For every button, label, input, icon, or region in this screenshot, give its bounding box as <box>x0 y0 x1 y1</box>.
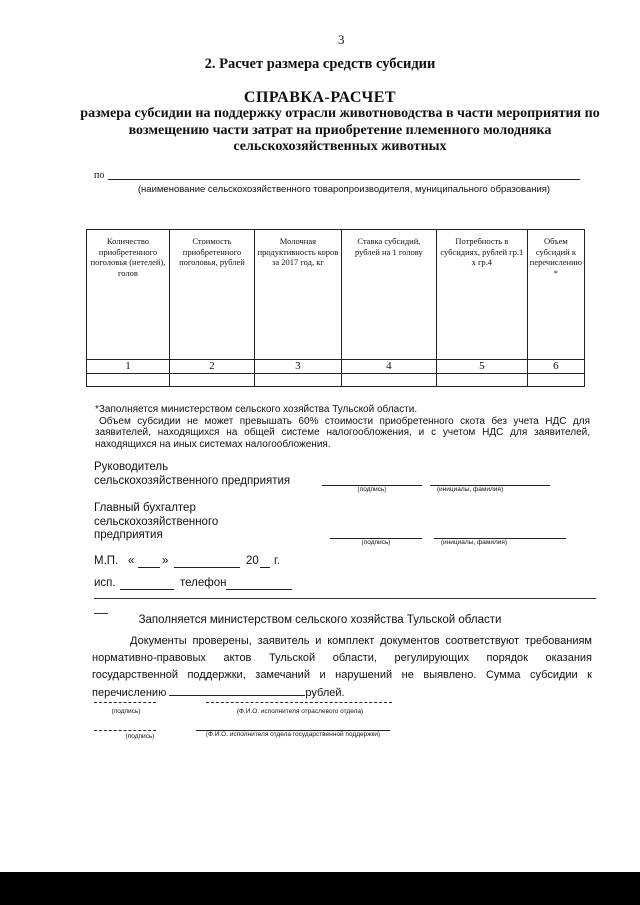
dept-name-line[interactable] <box>206 702 392 703</box>
table-data-row[interactable] <box>87 374 585 387</box>
footnote-block <box>95 404 590 450</box>
year-prefix: 20 <box>246 555 259 567</box>
head-signature-caption: (подпись) <box>357 486 387 493</box>
column-number: 2 <box>169 360 254 374</box>
table-header-cell: Ставка субсидий, рублей на 1 голову <box>341 230 436 360</box>
dept-name-caption: (Ф.И.О. исполнителя отраслевого отдела) <box>236 708 364 715</box>
table-header-cell: Количество приобретенного поголовья (нетелей), голов <box>87 230 170 360</box>
po-label: по <box>94 170 105 181</box>
table-header-row <box>87 230 585 360</box>
subsidy-amount-field[interactable] <box>169 684 305 696</box>
section-title: 2. Расчет размера средств субсидии <box>204 56 436 72</box>
ministry-heading: Заполняется министерством сельского хозяйства Тульской области <box>138 614 502 626</box>
column-number: 6 <box>527 360 584 374</box>
table-header-cell: Стоимость приобретенного поголовья, рублей <box>169 230 254 360</box>
day-field[interactable] <box>138 567 160 568</box>
table-cell[interactable] <box>436 374 527 387</box>
phone-label: телефон <box>180 577 227 589</box>
month-field[interactable] <box>174 567 240 568</box>
column-number: 3 <box>254 360 341 374</box>
accountant-label: Главный бухгалтер сельскохозяйственного предприятия <box>94 502 219 541</box>
head-name-caption: (инициалы, фамилия) <box>436 486 504 493</box>
table-cell[interactable] <box>254 374 341 387</box>
state-signature-line[interactable] <box>94 730 156 731</box>
executor-label: исп. <box>94 577 116 589</box>
column-number: 4 <box>341 360 436 374</box>
table-cell[interactable] <box>341 374 436 387</box>
state-signature-caption: (подпись) <box>125 733 155 740</box>
table-number-row <box>87 360 585 374</box>
footnote-limit: Объем субсидии не может превышать 60% стоимости приобретенного скота без учета НДС для заявителей, находящихся на общей системе налогообложения, и с учетом НДС для заявителей, находящихся на иных системах налогообложения. <box>95 415 590 450</box>
table-header-cell: Потребность в субсидиях, рублей гр.1 х гр.4 <box>436 230 527 360</box>
document-subtitle: размера субсидии на поддержку отрасли животноводства в части мероприятия по возмещению части затрат на приобретение племенного молодняка сельскохозяйственных животных <box>80 106 600 154</box>
table-header-cell: Объем субсидий к перечислению * <box>527 230 584 360</box>
dept-signature-caption: (подпись) <box>111 708 141 715</box>
dept-signature-line[interactable] <box>94 702 156 703</box>
executor-field[interactable] <box>120 589 174 590</box>
state-name-caption: (Ф.И.О. исполнителя отдела государственной поддержки) <box>205 731 381 738</box>
document-title: СПРАВКА-РАСЧЕТ <box>243 89 397 106</box>
quote-close: » <box>162 555 169 567</box>
ministry-paragraph <box>92 633 592 702</box>
column-number: 1 <box>87 360 170 374</box>
year-suffix: г. <box>274 555 280 567</box>
table-cell[interactable] <box>87 374 170 387</box>
table-header-cell: Молочная продуктивность коров за 2017 год, кг <box>254 230 341 360</box>
accountant-name-caption: (инициалы, фамилия) <box>440 539 508 546</box>
footnote-ministry: *Заполняется министерством сельского хозяйства Тульской области. <box>95 404 418 415</box>
producer-name-caption: (наименование сельскохозяйственного товаропроизводителя, муниципального образования) <box>137 184 551 195</box>
rubles-label: рублей. <box>305 687 345 699</box>
column-number: 5 <box>436 360 527 374</box>
page-number: 3 <box>338 32 345 47</box>
ministry-text: Документы проверены, заявитель и комплект документов соответствуют требованиям нормативно-правовых актов Тульской области, регулирующих порядок оказания государственной поддержки, замечаний и нарушений не выявлено. Сумма субсидии к перечислению <box>92 635 592 699</box>
mp-label: М.П. <box>94 555 119 567</box>
quote-open: « <box>128 555 135 567</box>
producer-name-line[interactable] <box>108 179 580 180</box>
year-field[interactable] <box>260 567 270 568</box>
calculation-table <box>86 229 585 387</box>
phone-field[interactable] <box>226 589 292 590</box>
section-divider <box>94 598 596 599</box>
head-label: Руководитель сельскохозяйственного предприятия <box>94 461 291 487</box>
table-cell[interactable] <box>169 374 254 387</box>
scan-border <box>0 872 640 905</box>
table-cell[interactable] <box>527 374 584 387</box>
accountant-signature-caption: (подпись) <box>361 539 391 546</box>
